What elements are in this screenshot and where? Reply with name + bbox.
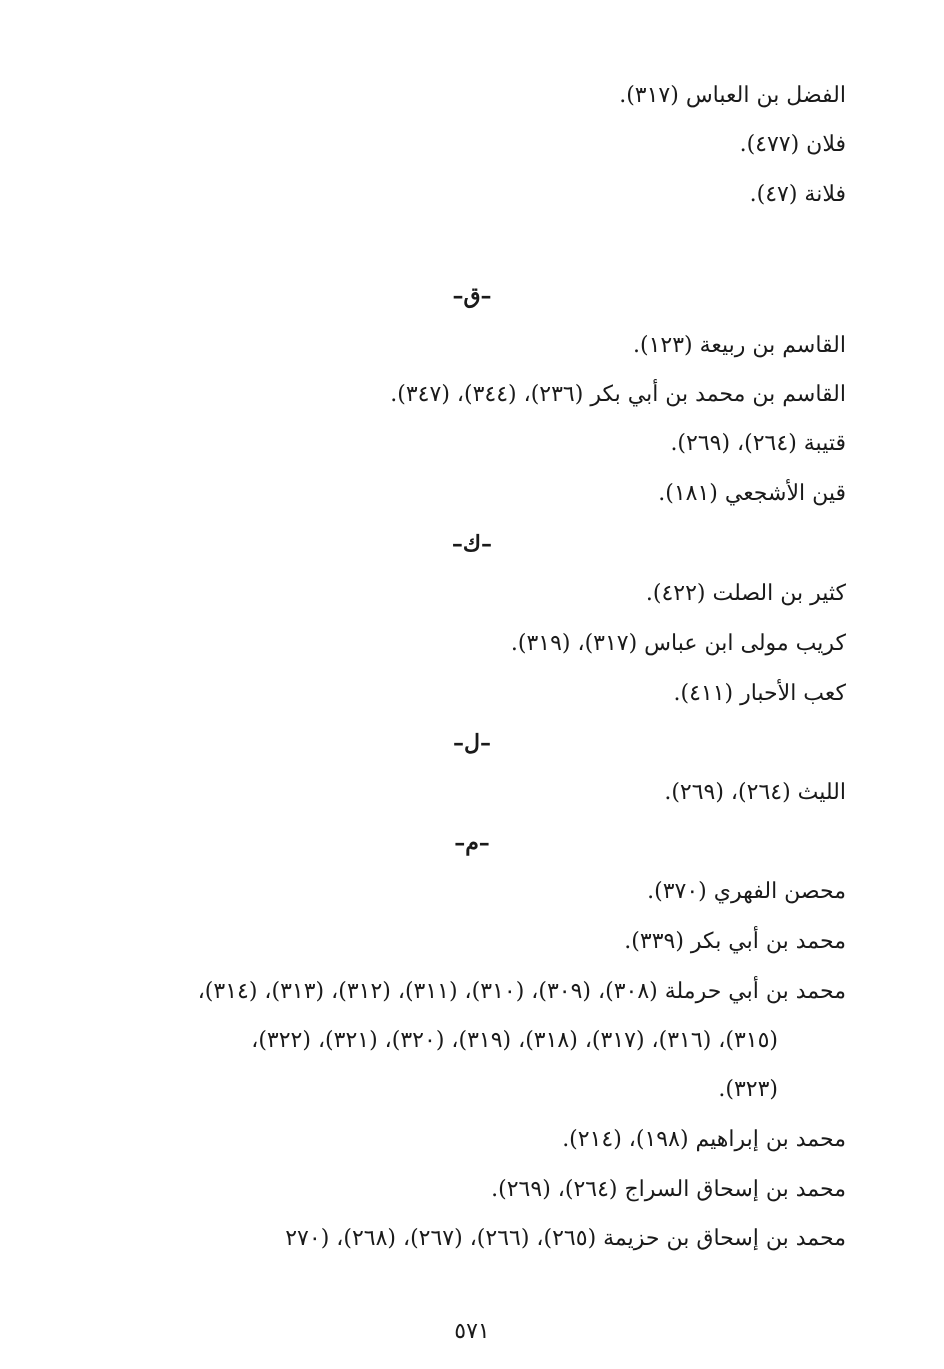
index-entry: فلان (٤٧٧). [739,132,846,157]
section-letter-heading: –م– [454,830,490,856]
index-entry: القاسم بن ربيعة (١٢٣). [633,333,846,358]
section-letter-heading: –ك– [451,531,493,557]
index-entry: محمد بن أبي بكر (٣٣٩). [624,929,846,954]
index-entry: محمد بن إسحاق بن حزيمة (٢٦٥)، (٢٦٦)، (٢٦٧)، (٢٦٨)، (٢٧٠ [285,1226,846,1251]
index-entry-continuation: (٣١٥)، (٣١٦)، (٣١٧)، (٣١٨)، (٣١٩)، (٣٢٠)، (٣٢١)، (٣٢٢)، [251,1028,778,1053]
index-entry: الليث (٢٦٤)، (٢٦٩). [664,780,846,805]
index-entry: قتيبة (٢٦٤)، (٢٦٩). [670,431,846,456]
index-entry: فلانة (٤٧). [749,182,846,207]
index-entry: محمد بن إسحاق السراج (٢٦٤)، (٢٦٩). [491,1177,846,1202]
index-entry: محمد بن إبراهيم (١٩٨)، (٢١٤). [562,1127,846,1152]
index-entry: كريب مولى ابن عباس (٣١٧)، (٣١٩). [510,631,846,656]
index-entry-continuation: (٣٢٣). [718,1077,778,1102]
index-entry: كعب الأحبار (٤١١). [673,681,846,706]
index-entry: قين الأشجعي (١٨١). [658,481,846,506]
section-letter-heading: –ل– [453,730,491,756]
index-entry: كثير بن الصلت (٤٢٢). [645,581,846,606]
index-entry: الفضل بن العباس (٣١٧). [619,83,846,108]
index-entry: محصن الفهري (٣٧٠). [647,879,846,904]
section-letter-heading: –ق– [452,283,492,309]
index-entry: محمد بن أبي حرملة (٣٠٨)، (٣٠٩)، (٣١٠)، (٣١١)، (٣١٢)، (٣١٣)، (٣١٤)، [197,979,846,1004]
page-number: ٥٧١ [454,1319,490,1344]
index-entry: القاسم بن محمد بن أبي بكر (٢٣٦)، (٣٤٤)، (٣٤٧). [390,382,846,407]
